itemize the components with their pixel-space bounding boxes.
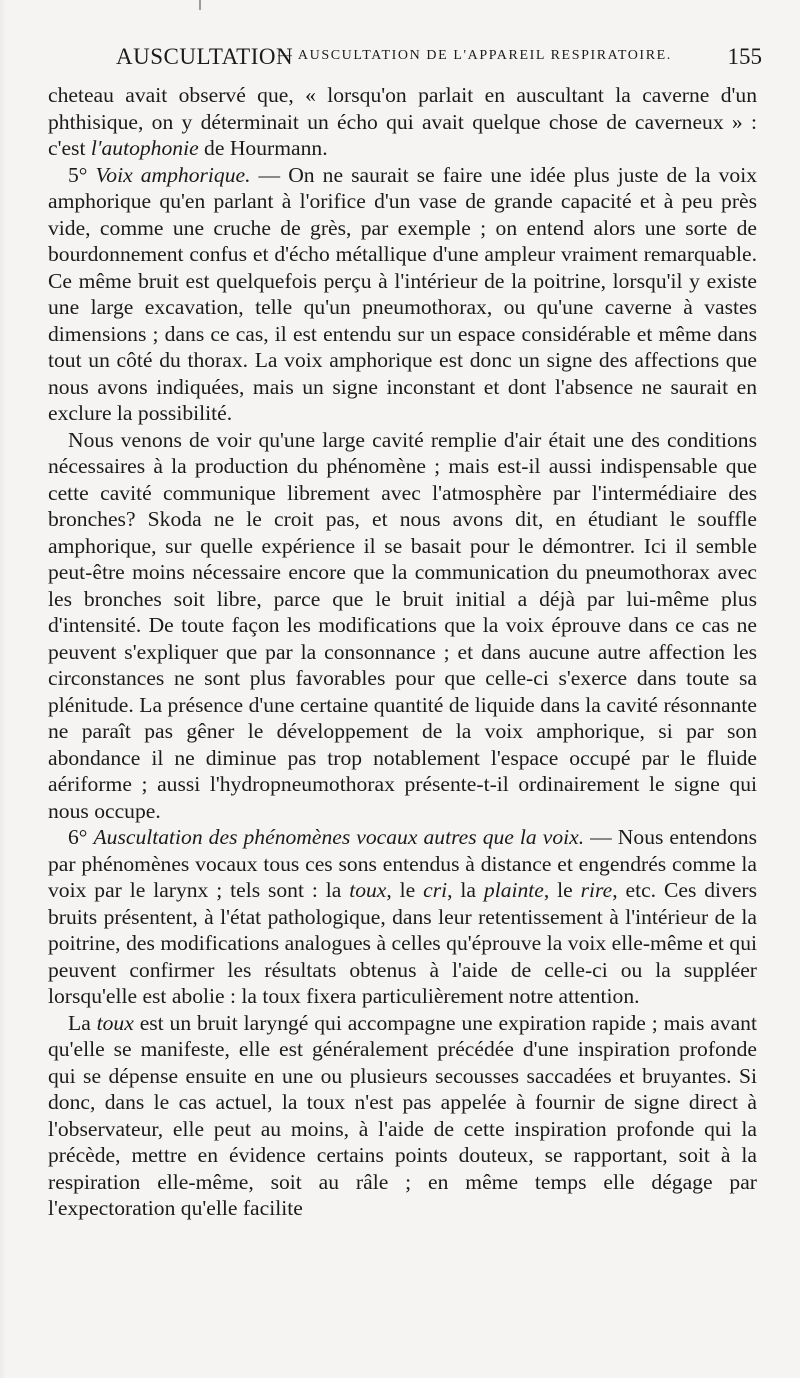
italic-text: Voix amphorique. [95,162,251,187]
text-run: de Hourmann. [198,136,328,160]
scan-artifact [199,0,201,10]
italic-text: rire [580,878,613,902]
text-run: Nous venons de voir qu'une large cavité remplie d'air était une des conditions nécessaires à la production du phénomène ; mais est-il aussi indispensable que cette cavité communique librement avec l'atmosphère par l'intermédiaire des bronches? Skoda ne le croit pas, et nous avons dit, en étudiant le souffle amphorique, sur quelle expérience il se basait pour le démontrer. Ici il semble peut-être moins nécessaire encore que la communication du pneumothorax avec les bronches soit libre, parce que le bruit initial a déjà par lui-même plus d'intensité. De toute façon les modifications que la voix éprouve dans ce cas ne peuvent s'expliquer que par la consonnance ; et dans aucune autre affection les circonstances ne sont plus favorables pour que celle-ci s'exerce dans toute sa plénitude. La présence d'une certaine quantité de liquide dans la cavité résonnante ne paraît pas gêner le développement de la voix amphorique, si par son abondance il ne diminue pas trop notablement l'espace occupé par le fluide aériforme ; aussi l'hydropneumothorax présente-t-il ordinairement le signe qui nous occupe. [48,427,757,823]
italic-text: toux [349,878,387,902]
text-run: 5° [68,162,96,187]
paragraph [48,1010,757,1222]
text-run: 6° [68,825,94,849]
italic-text: toux [96,1010,134,1035]
italic-text: l'autophonie [90,136,199,160]
running-head-subtitle: — AUSCULTATION DE L'APPAREIL RESPIRATOIRE. [278,48,672,63]
text-run: est un bruit laryngé qui accompagne une expiration rapide ; mais avant qu'elle se manifeste, elle est généralement précédée d'une inspiration profonde qui se dépense ensuite en une ou plusieurs secousses saccadées et bruyantes. Si donc, dans le cas actuel, la toux n'est pas appelée à fournir de signe direct à l'observateur, elle peut au moins, à l'aide de cette inspiration profonde qui la précède, mettre en évidence certains points douteux, se rapportant, soit à la respiration elle-même, soit au râle ; en même temps elle dégage par l'expectoration qu'elle facilite [48,1010,757,1220]
text-run: , etc. Ces divers bruits présentent, à l'état pathologique, dans leur retentissement à l'intérieur de la poitrine, des modifications analogues à celles qu'éprouve la voix elle-même et qui peuvent confirmer les résultats obtenus à l'aide de celle-ci ou la suppléer lorsqu'elle est abolie : la toux fixera particulièrement notre attention. [48,878,758,1008]
text-run: , la [447,878,484,902]
paragraph [48,82,757,162]
running-head-title: AUSCULTATION [116,44,294,69]
paragraph [48,427,757,825]
italic-text: Auscultation des phénomènes vocaux autres que la voix. [93,825,585,849]
text-run: La [68,1010,97,1035]
running-head [48,40,770,74]
italic-text: plainte [483,878,544,902]
text-run: , le [543,878,581,902]
text-run: , le [386,878,424,902]
text-run: cheteau avait observé que, « lorsqu'on parlait en auscultant la caverne d'un phthisique, on y déterminait un écho qui avait quelque chose de caverneux » : c'est [48,83,757,160]
text-run: — Nous entendons par phénomènes vocaux tous ces sons entendus à distance et engendrés comme la voix par le larynx ; tels sont : la [48,825,757,902]
italic-text: cri [423,878,448,902]
text-run: — On ne saurait se faire une idée plus juste de la voix amphorique qu'en parlant à l'orifice d'un vase de grande capacité et à peu près vide, comme une cruche de grès, par exemple ; on entend alors une sorte de bourdonnement confus et d'écho métallique d'une ampleur vraiment remarquable. Ce même bruit est quelquefois perçu à l'intérieur de la poitrine, lorsqu'il y existe une large excavation, telle qu'un pneumothorax, ou qu'une caverne à vastes dimensions ; dans ce cas, il est entendu sur un espace considérable et même dans tout un côté du thorax. La voix amphorique est donc un signe des affections que nous avons indiquées, mais un signe inconstant et dont l'absence ne saurait en exclure la possibilité. [48,162,757,425]
paragraph [48,162,757,427]
paragraph [48,824,757,1010]
body-text [48,82,757,1222]
page-number: 155 [727,44,762,69]
